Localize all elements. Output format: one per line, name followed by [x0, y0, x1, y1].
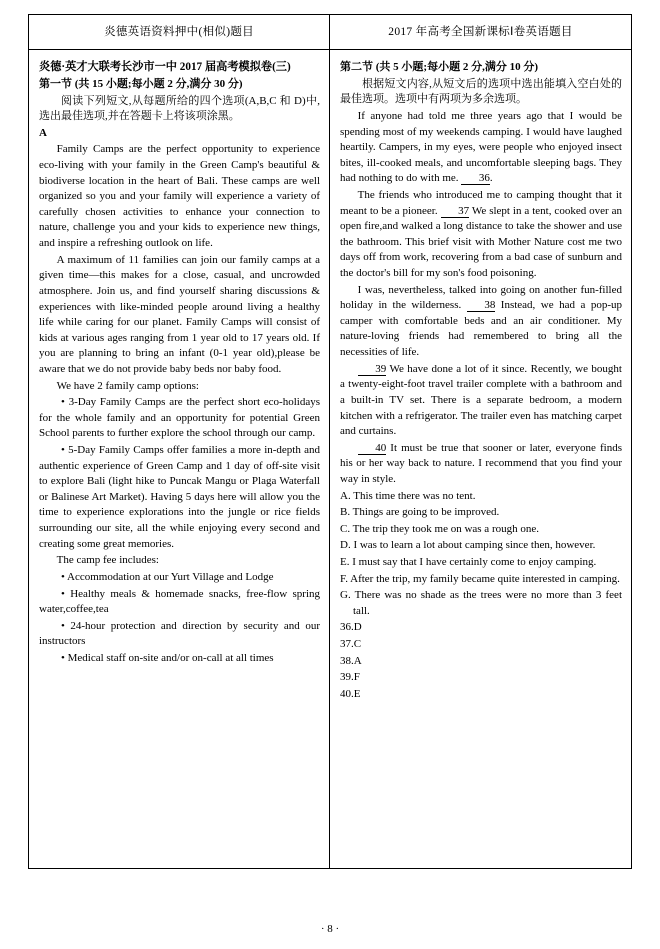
header-right-title: 2017 年高考全国新课标Ⅰ卷英语题目 — [388, 26, 573, 38]
answer-40: 40.E — [340, 687, 361, 700]
paper-title: 炎德·英才大联考长沙市一中 2017 届高考模拟卷(三) — [39, 61, 291, 74]
left-column — [29, 50, 330, 868]
answer-37: 37.C — [340, 638, 362, 651]
cloze-paragraph-1 — [340, 109, 622, 187]
option-e: E. I must say that I have certainly come to enjoy camping. — [340, 555, 597, 568]
camp-option-3day: • 3-Day Family Camps are the perfect short eco-holidays for the whole family and an opportunity for potential Green School parents to further explore the school through our camp. — [39, 396, 320, 440]
option-f: F. After the trip, my family became quite interested in camping. — [340, 572, 620, 585]
cloze-text-2a: The friends who introduced me to camping thought that it meant to be a pioneer. — [340, 188, 622, 217]
section-two-title: 第二节 (共 5 小题;每小题 2 分,满分 10 分) — [340, 61, 538, 74]
answer-36: 36.D — [340, 621, 362, 634]
cloze-text-1b: . — [489, 172, 493, 185]
cloze-paragraph-3 — [340, 283, 622, 361]
camp-fee-item-meals: • Healthy meals & homemade snacks, free-flow spring water,coffee,tea — [39, 587, 320, 616]
passage-paragraph-3: We have 2 family camp options: — [56, 379, 199, 392]
page-header — [29, 15, 631, 50]
section-two-instruction: 根据短文内容,从短文后的选项中选出能填入空白处的最佳选项。选项中有两项为多余选项。 — [340, 77, 622, 106]
camp-option-5day: • 5-Day Family Camps offer families a more in-depth and authentic experience of Green Camp and 1 day of off-site visit to explore Bali (light hike to Puncak Mangu or Plaga Waterfall or Balinese Art Market). Having 5 days here will allow you the time to experience explorations into the jungle or rice fields surrounding our site, all the while enjoying every second and creating some great memories. — [39, 444, 320, 550]
option-d: D. I was to learn a lot about camping since then, however. — [340, 539, 596, 552]
option-b: B. Things are going to be improved. — [340, 506, 500, 519]
cloze-paragraph-4 — [340, 362, 622, 440]
cloze-text-1a: If anyone had told me three years ago that I would be spending most of my weekends camping. I would have laughed heartily. Campers, in my eyes, were people who enjoyed insect bites, ill-cooked meals, and uncomfortable sleeping bags. They had nothing to do with me. — [340, 109, 622, 185]
camp-fee-item-protection: • 24-hour protection and direction by security and our instructors — [39, 619, 320, 648]
page-body — [29, 50, 631, 868]
section-one-instruction: 阅读下列短文,从每题所给的四个选项(A,B,C 和 D)中,选出最佳选项,并在答题卡上将该项涂黑。 — [39, 94, 320, 123]
cloze-text-3a: I was, nevertheless, talked into going on another fun-filled holiday in the wilderness. — [340, 283, 622, 312]
option-c: C. The trip they took me on was a rough one. — [340, 522, 539, 535]
cloze-text-5a: It must be true that sooner or later, everyone finds his or her way back to nature. I recommend that you find your way in style. — [340, 441, 622, 485]
cloze-paragraph-5 — [340, 441, 622, 488]
cloze-blank-36: 36 — [461, 172, 490, 185]
cloze-blank-40: 40 — [358, 442, 387, 455]
cloze-text-2b: We slept in a tent, cooked over an open fire,and walked a long distance to take the shower and use the bathroom. This brief visit with Mother Nature cost me two days off from work, recovering from a bad case of sunburn and the doctor's bill for my son's food poisoning. — [340, 204, 623, 280]
cloze-blank-37: 37 — [441, 205, 470, 218]
passage-paragraph-1: Family Camps are the perfect opportunity to experience eco-living with your family in the Green Camp's beautiful & biodiverse location in the heart of Bali. These camps are well organized so you and your family will experience a variety of carefully chosen activities to enhance your connection to nature, challenge you and your kids to experience new things, and inspire a refreshing outlook on life. — [39, 143, 320, 250]
page-frame — [28, 14, 632, 869]
cloze-text-4a: We have done a lot of it since. Recently, we bought a twenty-eight-foot travel trailer complete with a bathroom and a built-in TV set. There is a separate bedroom, a modern kitchen with a refrigerator. The trailer even has matching carpet and curtains. — [340, 362, 622, 438]
camp-fee-item-medical: • Medical staff on-site and/or on-call at all times — [61, 651, 274, 664]
camp-fee-intro: The camp fee includes: — [56, 554, 159, 567]
answer-39: 39.F — [340, 671, 360, 684]
cloze-blank-38: 38 — [467, 299, 496, 312]
right-column — [330, 50, 631, 868]
header-left-title: 炎德英语资料押中(相似)题目 — [29, 15, 330, 49]
option-g: G. There was no shade as the trees were no more than 3 feet tall. — [340, 589, 622, 617]
cloze-paragraph-2 — [340, 188, 622, 282]
answer-38: 38.A — [340, 654, 362, 667]
page-number: · 8 · — [320, 923, 340, 935]
option-a: A. This time there was no tent. — [340, 489, 476, 502]
passage-paragraph-2: A maximum of 11 families can join our family camps at a given time—this makes for a close, casual, and uncrowded atmosphere. Join us, and find yourself sharing discussions & experiences with like-minded people around living a healthy life while caring for our planet. Family Camps will consist of kids at various ages ranging from 1 year old to 17 years old. If you are planning to bring an infant (0-1 year old),please be aware that we do not provide baby beds nor baby food. — [39, 253, 320, 375]
passage-label-a: A — [39, 126, 47, 139]
cloze-blank-39: 39 — [358, 363, 387, 376]
section-one-title: 第一节 (共 15 小题;每小题 2 分,满分 30 分) — [39, 78, 243, 90]
cloze-text-3b: Instead, we had a pop-up camper with comfortable beds and an air conditioner. My nature-loving friends had remembered to bring all the necessities of life. — [340, 299, 622, 359]
camp-fee-item-accommodation: • Accommodation at our Yurt Village and Lodge — [61, 570, 274, 583]
